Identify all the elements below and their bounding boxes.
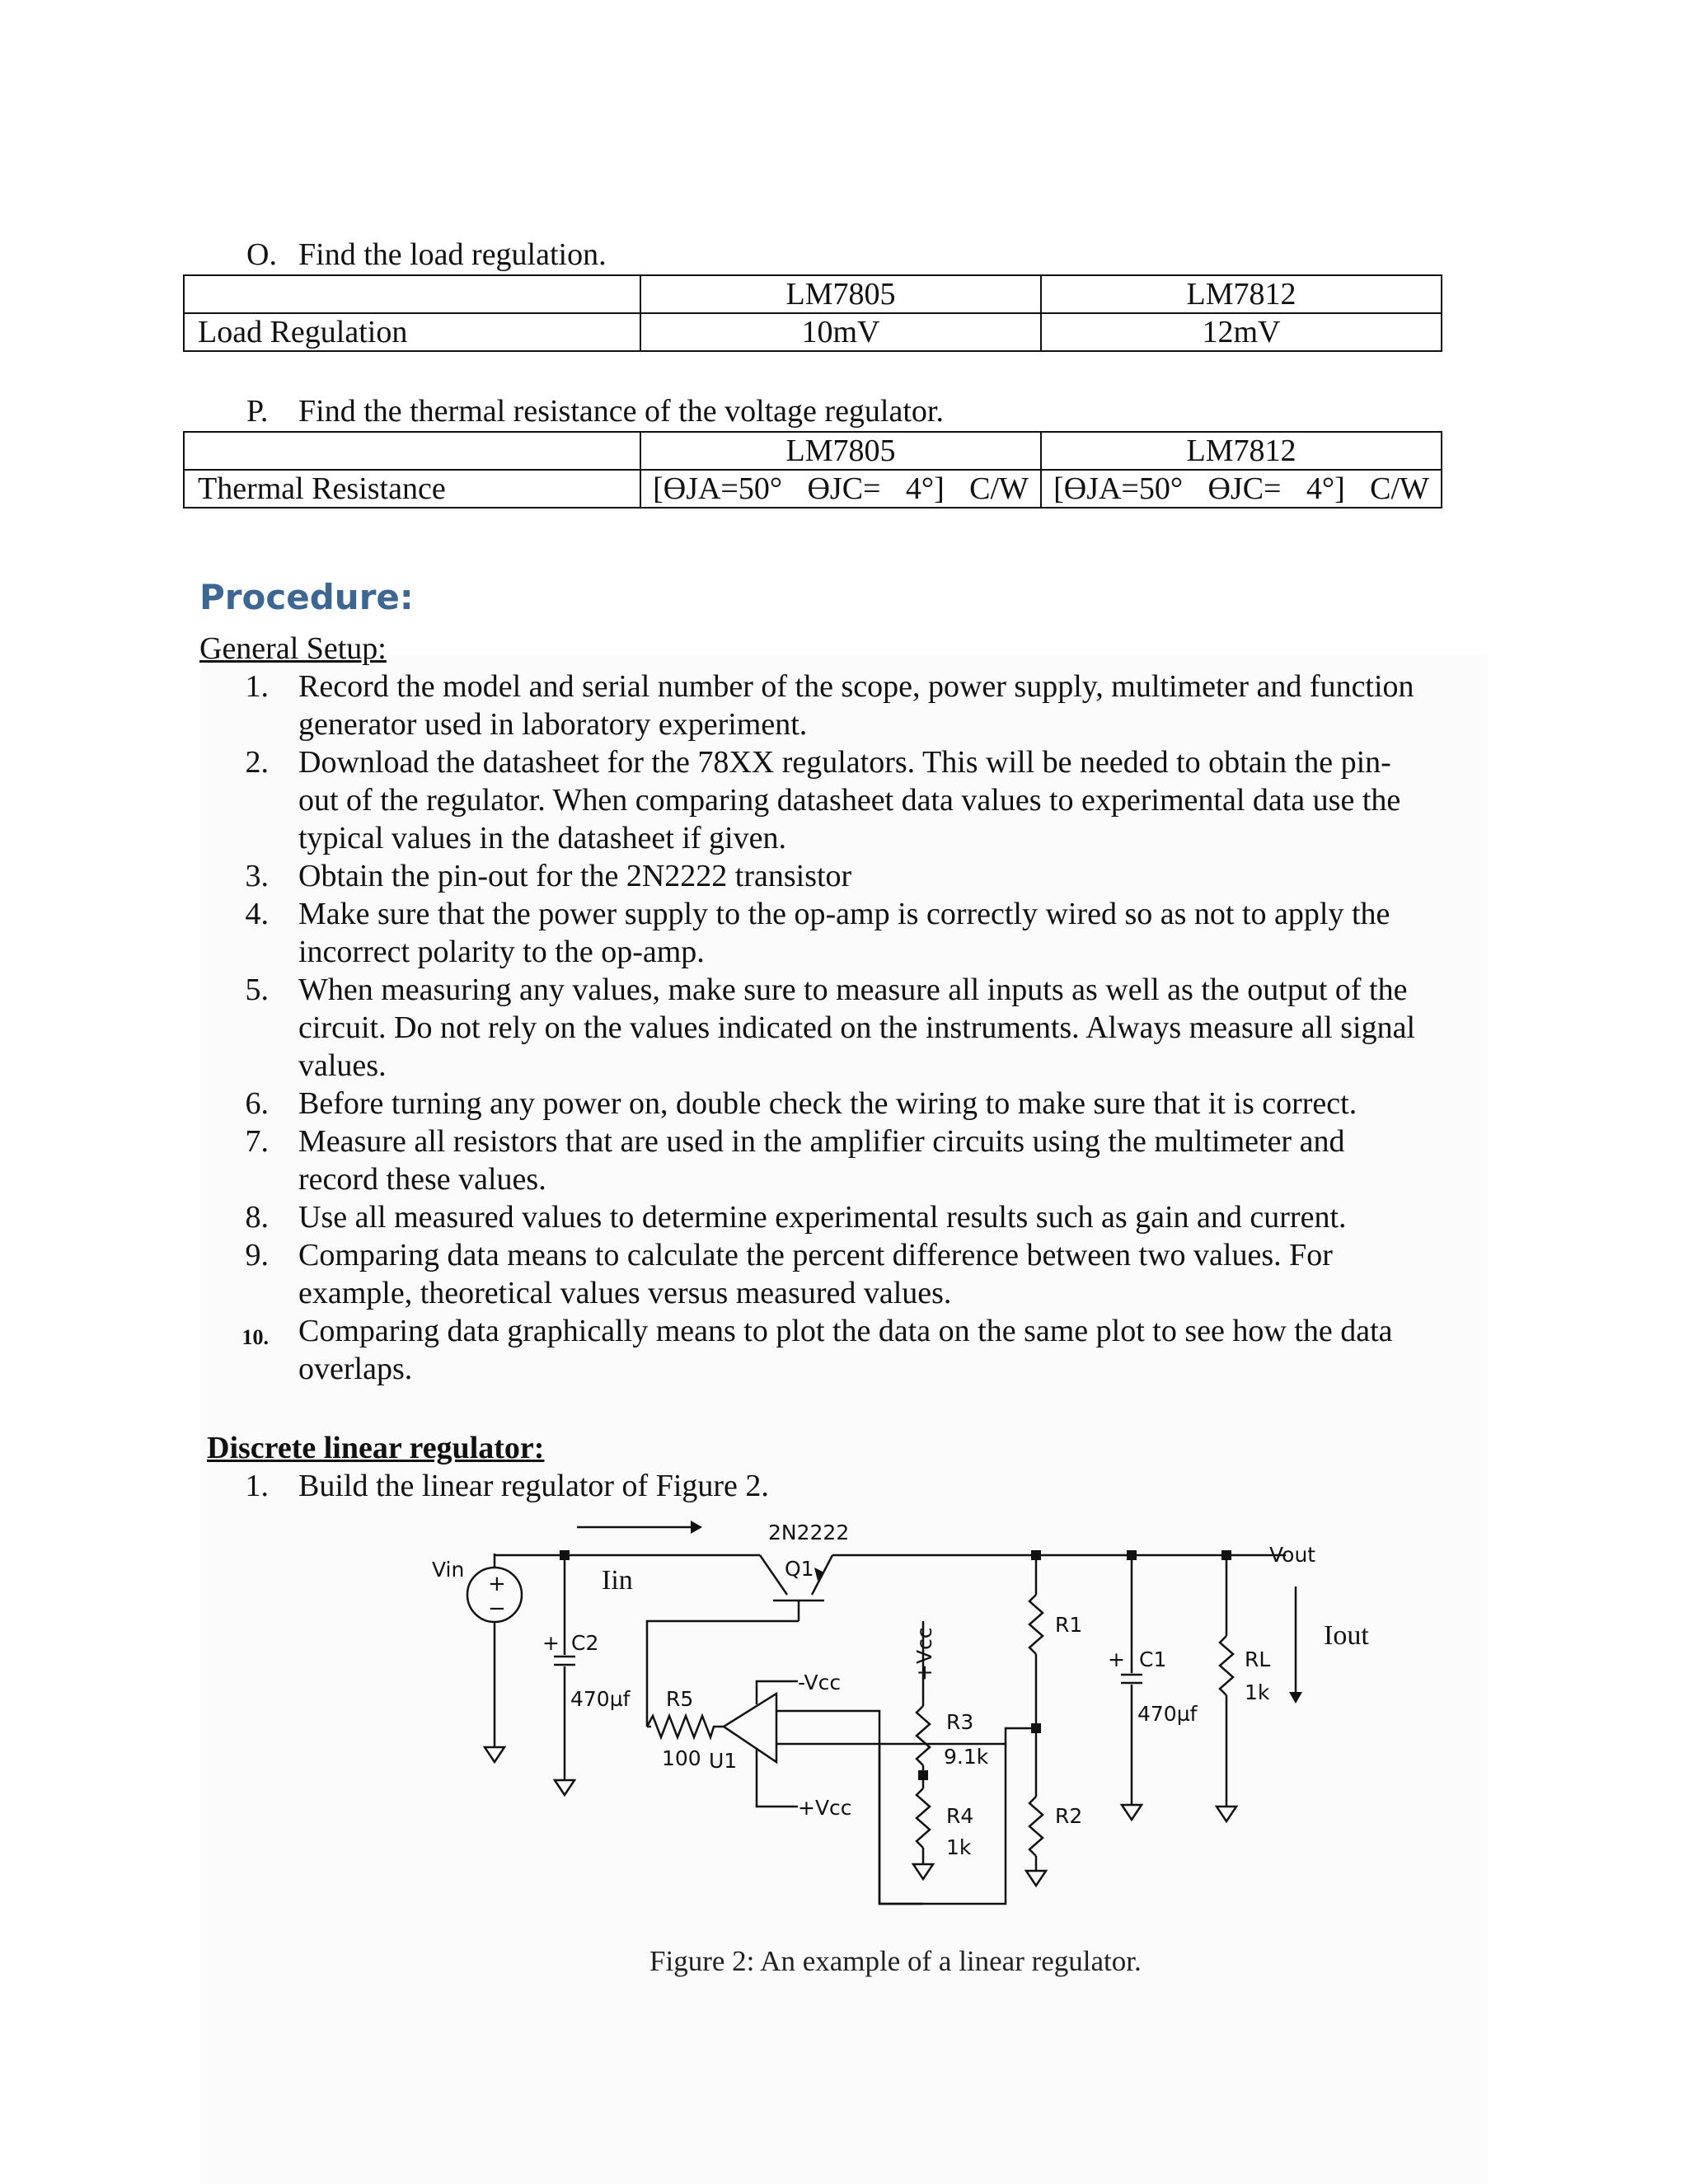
c1-value: 470µf: [1137, 1702, 1198, 1726]
r4-value: 1k: [946, 1835, 972, 1859]
iout-label: Iout: [1324, 1620, 1369, 1651]
wire-node: [918, 1770, 928, 1780]
discrete-regulator-heading: Discrete linear regulator:: [207, 1431, 545, 1465]
ground-icon: [1026, 1871, 1046, 1886]
wire-node: [1031, 1723, 1041, 1733]
vin-minus-sign: −: [488, 1596, 506, 1621]
table-cell: LM7812: [1041, 432, 1442, 470]
procedure-item-text: generator used in laboratory experiment.: [298, 707, 808, 742]
c2-label: C2: [571, 1631, 599, 1655]
figure-caption: Figure 2: An example of a linear regulator.: [649, 1945, 1142, 1977]
rl-label: RL: [1245, 1647, 1271, 1671]
r3-value: 9.1k: [944, 1745, 989, 1769]
vout-label: Vout: [1269, 1543, 1316, 1567]
procedure-item-text: Make sure that the power supply to the op-amp is correctly wired so as not to apply the: [298, 897, 1390, 931]
procedure-item-text: out of the regulator. When comparing datasheet data values to experimental data use the: [298, 783, 1401, 818]
procedure-item-number: 6.: [245, 1086, 269, 1121]
r3-label: R3: [946, 1710, 974, 1734]
rl-value: 1k: [1245, 1680, 1270, 1704]
r4-resistor-symbol: [917, 1788, 930, 1848]
table-cell: [ϴJA=50° ϴJC= 4°] C/W: [640, 470, 1041, 508]
table-cell: LM7812: [1041, 275, 1442, 313]
general-setup-subheading: General Setup:: [199, 631, 387, 666]
vcc-rail-label: +Vcc: [912, 1627, 936, 1681]
procedure-item-text: circuit. Do not rely on the values indicated on the instruments. Always measure all signal: [298, 1010, 1416, 1045]
vin-plus-sign: +: [488, 1572, 506, 1596]
iin-arrowhead: [691, 1521, 702, 1534]
question-p-letter: P.: [246, 394, 269, 429]
discrete-item-number: 1.: [245, 1469, 269, 1503]
r2-label: R2: [1055, 1804, 1083, 1828]
question-o-text: Find the load regulation.: [298, 237, 607, 272]
procedure-item-text: Measure all resistors that are used in the amplifier circuits using the multimeter and: [298, 1124, 1345, 1159]
table-cell: Thermal Resistance: [184, 470, 640, 508]
rl-resistor-symbol: [1220, 1636, 1233, 1695]
procedure-item-number: 4.: [245, 897, 269, 931]
wire: [776, 1728, 1036, 1744]
procedure-item-text: Before turning any power on, double check the wiring to make sure that it is correct.: [298, 1086, 1357, 1121]
procedure-item-text: Download the datasheet for the 78XX regulators. This will be needed to obtain the pin-: [298, 745, 1391, 780]
procedure-item-text: example, theoretical values versus measured values.: [298, 1276, 952, 1310]
procedure-item-text: When measuring any values, make sure to measure all inputs as well as the output of the: [298, 972, 1408, 1007]
ground-icon: [555, 1780, 574, 1795]
procedure-item-text: values.: [298, 1048, 387, 1083]
wire-node: [1221, 1550, 1231, 1560]
procedure-item-text: Comparing data graphically means to plot the data on the same plot to see how the data: [298, 1314, 1393, 1348]
question-p-text: Find the thermal resistance of the voltage regulator.: [298, 394, 944, 429]
q1-collector: [760, 1555, 787, 1595]
table-cell: 12mV: [1041, 313, 1442, 351]
q1-label: Q1: [785, 1557, 814, 1581]
question-o-letter: O.: [246, 237, 277, 272]
c2-plus-sign: +: [542, 1631, 560, 1655]
procedure-item-number: 10.: [241, 1325, 269, 1349]
procedure-heading: Procedure:: [199, 577, 414, 617]
r1-resistor-symbol: [1029, 1595, 1043, 1654]
r1-label: R1: [1055, 1613, 1083, 1637]
wire-node: [1031, 1550, 1041, 1560]
r4-label: R4: [946, 1804, 974, 1828]
r2-resistor-symbol: [1029, 1797, 1043, 1856]
positive-vcc-label: +Vcc: [798, 1796, 852, 1820]
r5-value: 100: [662, 1746, 701, 1770]
procedure-item-number: 3.: [245, 859, 269, 893]
procedure-item-number: 8.: [245, 1200, 269, 1235]
c2-value: 470µf: [570, 1687, 631, 1711]
wire-node: [560, 1550, 570, 1560]
ground-icon: [485, 1747, 504, 1762]
negative-vcc-label: -Vcc: [798, 1671, 842, 1694]
table-cell: LM7805: [640, 432, 1041, 470]
iout-arrowhead: [1289, 1692, 1302, 1704]
table-cell: Load Regulation: [184, 313, 640, 351]
procedure-item-text: record these values.: [298, 1162, 546, 1197]
iin-label: Iin: [602, 1565, 633, 1596]
ground-icon: [913, 1864, 933, 1879]
r5-label: R5: [666, 1687, 694, 1711]
table-cell: LM7805: [640, 275, 1041, 313]
procedure-item-text: Use all measured values to determine experimental results such as gain and current.: [298, 1200, 1347, 1235]
procedure-item-number: 9.: [245, 1238, 269, 1272]
transistor-part-label: 2N2222: [768, 1521, 850, 1544]
procedure-item-text: typical values in the datasheet if given.: [298, 821, 786, 855]
c1-label: C1: [1139, 1647, 1167, 1671]
wire: [495, 1554, 760, 1555]
wire-node: [1127, 1550, 1137, 1560]
r3-resistor-symbol: [917, 1706, 930, 1765]
procedure-item-text: Record the model and serial number of the scope, power supply, multimeter and function: [298, 669, 1414, 704]
procedure-item-text: Comparing data means to calculate the percent difference between two values. For: [298, 1238, 1333, 1272]
procedure-item-text: incorrect polarity to the op-amp.: [298, 935, 705, 969]
ground-icon: [1122, 1805, 1142, 1820]
procedure-item-number: 5.: [245, 972, 269, 1007]
c1-plus-sign: +: [1108, 1647, 1125, 1671]
procedure-item-text: overlaps.: [298, 1352, 413, 1386]
ground-icon: [1217, 1807, 1236, 1821]
procedure-item-text: Obtain the pin-out for the 2N2222 transistor: [298, 859, 852, 893]
table-cell: [ϴJA=50° ϴJC= 4°] C/W: [1041, 470, 1442, 508]
table-cell: 10mV: [640, 313, 1041, 351]
vin-label: Vin: [432, 1558, 465, 1582]
u1-label: U1: [709, 1749, 738, 1773]
procedure-item-number: 7.: [245, 1124, 269, 1159]
procedure-item-number: 1.: [245, 669, 269, 704]
discrete-item-text: Build the linear regulator of Figure 2.: [298, 1469, 769, 1503]
r5-resistor-symbol: [647, 1716, 717, 1737]
procedure-item-number: 2.: [245, 745, 269, 780]
